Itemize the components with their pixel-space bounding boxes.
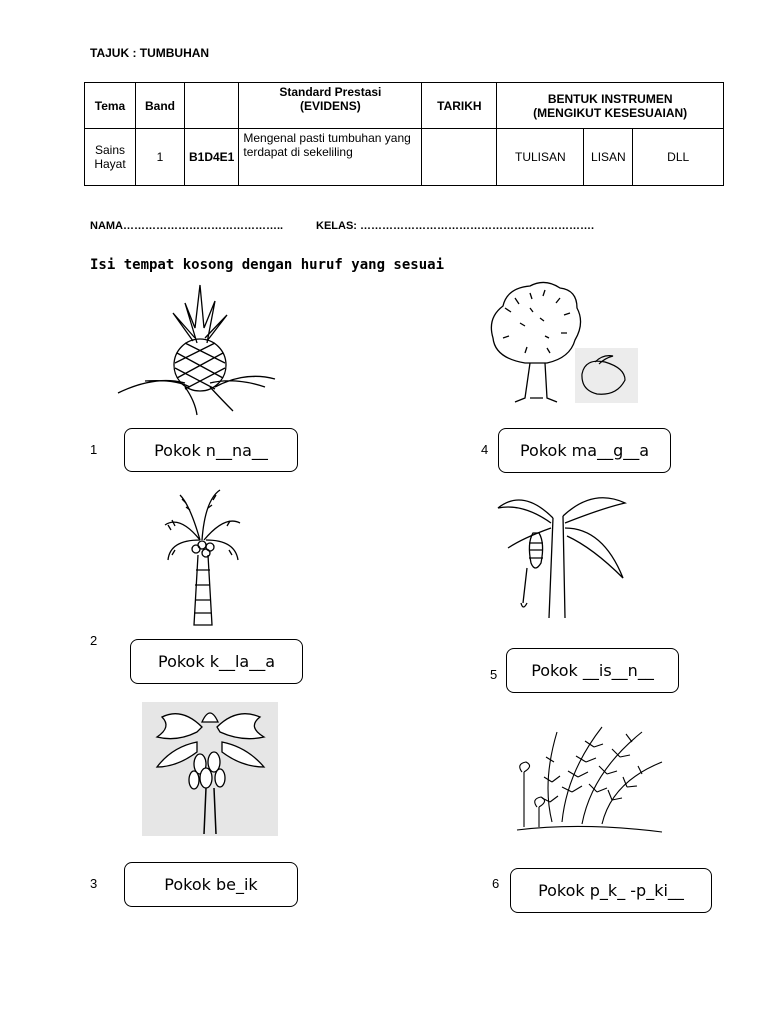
assessment-table <box>84 82 724 186</box>
cell-code: B1D4E1 <box>185 129 239 186</box>
item-number-2: 2 <box>90 633 98 648</box>
kelas-field[interactable]: KELAS: ………………………………………………………. <box>316 220 595 232</box>
answer-box-6[interactable]: Pokok p_k_ -p_ki__ <box>510 868 712 913</box>
cell-band: 1 <box>136 129 185 186</box>
fern-image <box>512 712 667 840</box>
cell-tulisan: TULISAN <box>497 129 584 186</box>
answer-box-5[interactable]: Pokok __is__n__ <box>506 648 679 693</box>
header-instrumen-sub: (MENGIKUT KESESUAIAN) <box>533 105 688 120</box>
header-standard <box>239 83 422 129</box>
header-code <box>185 83 239 129</box>
header-band: Band <box>136 83 185 129</box>
item-number-3: 3 <box>90 876 98 891</box>
header-standard-title: Standard Prestasi <box>279 85 382 99</box>
item-number-6: 6 <box>492 876 500 891</box>
nama-field[interactable]: NAMA…………………………………….. <box>90 220 284 232</box>
item-number-4: 4 <box>481 442 489 457</box>
answer-box-4[interactable]: Pokok ma__g__a <box>498 428 671 473</box>
cell-tema-line1: Sains <box>94 143 126 157</box>
table-row <box>85 129 724 186</box>
instruction-text: Isi tempat kosong dengan huruf yang sesuai <box>90 257 445 273</box>
item-number-1: 1 <box>90 442 98 457</box>
cell-tarikh <box>422 129 497 186</box>
answer-box-1[interactable]: Pokok n__na__ <box>124 428 298 472</box>
header-instrumen <box>497 83 724 129</box>
cell-standard: Mengenal pasti tumbuhan yang terdapat di sekeliling <box>239 129 422 186</box>
cell-tema-line2: Hayat <box>94 157 126 171</box>
pineapple-image <box>115 283 280 418</box>
answer-box-3[interactable]: Pokok be_ik <box>124 862 298 907</box>
header-instrumen-title: BENTUK INSTRUMEN <box>547 91 673 106</box>
papaya-tree-image <box>142 702 278 836</box>
worksheet-title: TAJUK : TUMBUHAN <box>90 46 210 60</box>
cell-dll: DLL <box>633 129 724 186</box>
cell-tema <box>85 129 136 186</box>
banana-tree-image <box>493 488 628 628</box>
cell-lisan: LISAN <box>584 129 633 186</box>
table-header-row <box>85 83 724 129</box>
header-tarikh: TARIKH <box>422 83 497 129</box>
mango-image <box>485 278 640 406</box>
header-evidens: (EVIDENS) <box>300 99 361 113</box>
answer-box-2[interactable]: Pokok k__la__a <box>130 639 303 684</box>
header-tema: Tema <box>85 83 136 129</box>
item-number-5: 5 <box>490 667 498 682</box>
coconut-tree-image <box>160 485 245 630</box>
